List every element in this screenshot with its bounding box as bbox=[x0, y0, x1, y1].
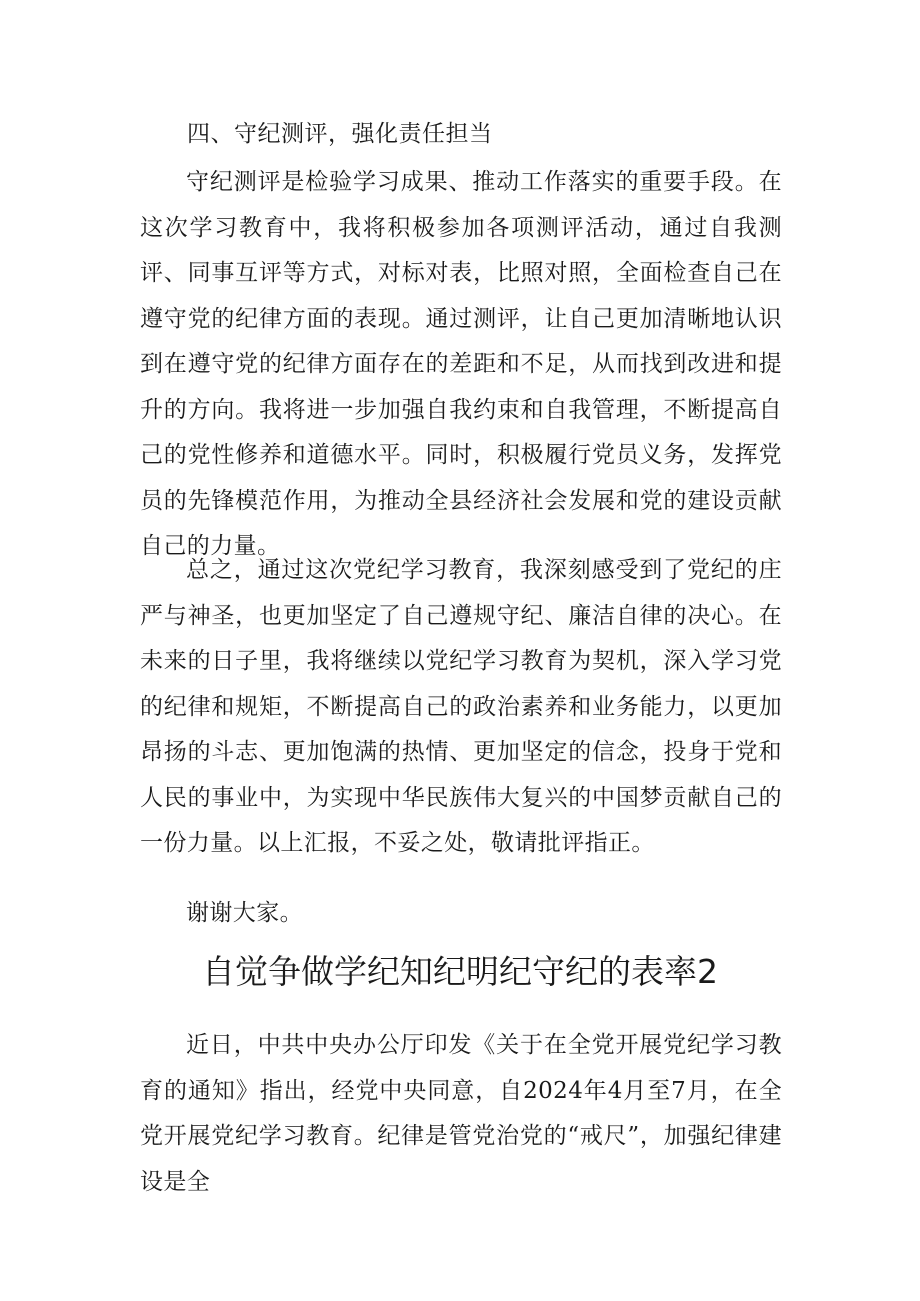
article-paragraph-1: 近日，中共中央办公厅印发《关于在全党开展党纪学习教育的通知》指出，经党中央同意，自2024年4月至7月，在全党开展党纪学习教育。纪律是管党治党的“戒尺”，加强纪律建设是全 bbox=[140, 1032, 782, 1195]
article-title: 自觉争做学纪知纪明纪守纪的表率2 bbox=[202, 952, 718, 991]
section-heading: 四、守纪测评，强化责任担当 bbox=[187, 121, 493, 147]
closing-line: 谢谢大家。 bbox=[186, 900, 303, 926]
section-paragraph-2: 总之，通过这次党纪学习教育，我深刻感受到了党纪的庄严与神圣，也更加坚定了自己遵规守纪、廉洁自律的决心。在未来的日子里，我将继续以党纪学习教育为契机，深入学习党的纪律和规矩，不断提高自己的政治素养和业务能力，以更加昂扬的斗志、更加饱满的热情、更加坚定的信念，投身于党和人民的事业中，为实现中华民族伟大复兴的中国梦贡献自己的一份力量。以上汇报，不妥之处，敬请批评指正。 bbox=[140, 557, 782, 856]
section-paragraph-1: 守纪测评是检验学习成果、推动工作落实的重要手段。在这次学习教育中，我将积极参加各项测评活动，通过自我测评、同事互评等方式，对标对表，比照对照，全面检查自己在遵守党的纪律方面的表现。通过测评，让自己更加清晰地认识到在遵守党的纪律方面存在的差距和不足，从而找到改进和提升的方向。我将进一步加强自我约束和自我管理，不断提高自己的党性修养和道德水平。同时，积极履行党员义务，发挥党员的先锋模范作用，为推动全县经济社会发展和党的建设贡献自己的力量。 bbox=[140, 169, 782, 559]
